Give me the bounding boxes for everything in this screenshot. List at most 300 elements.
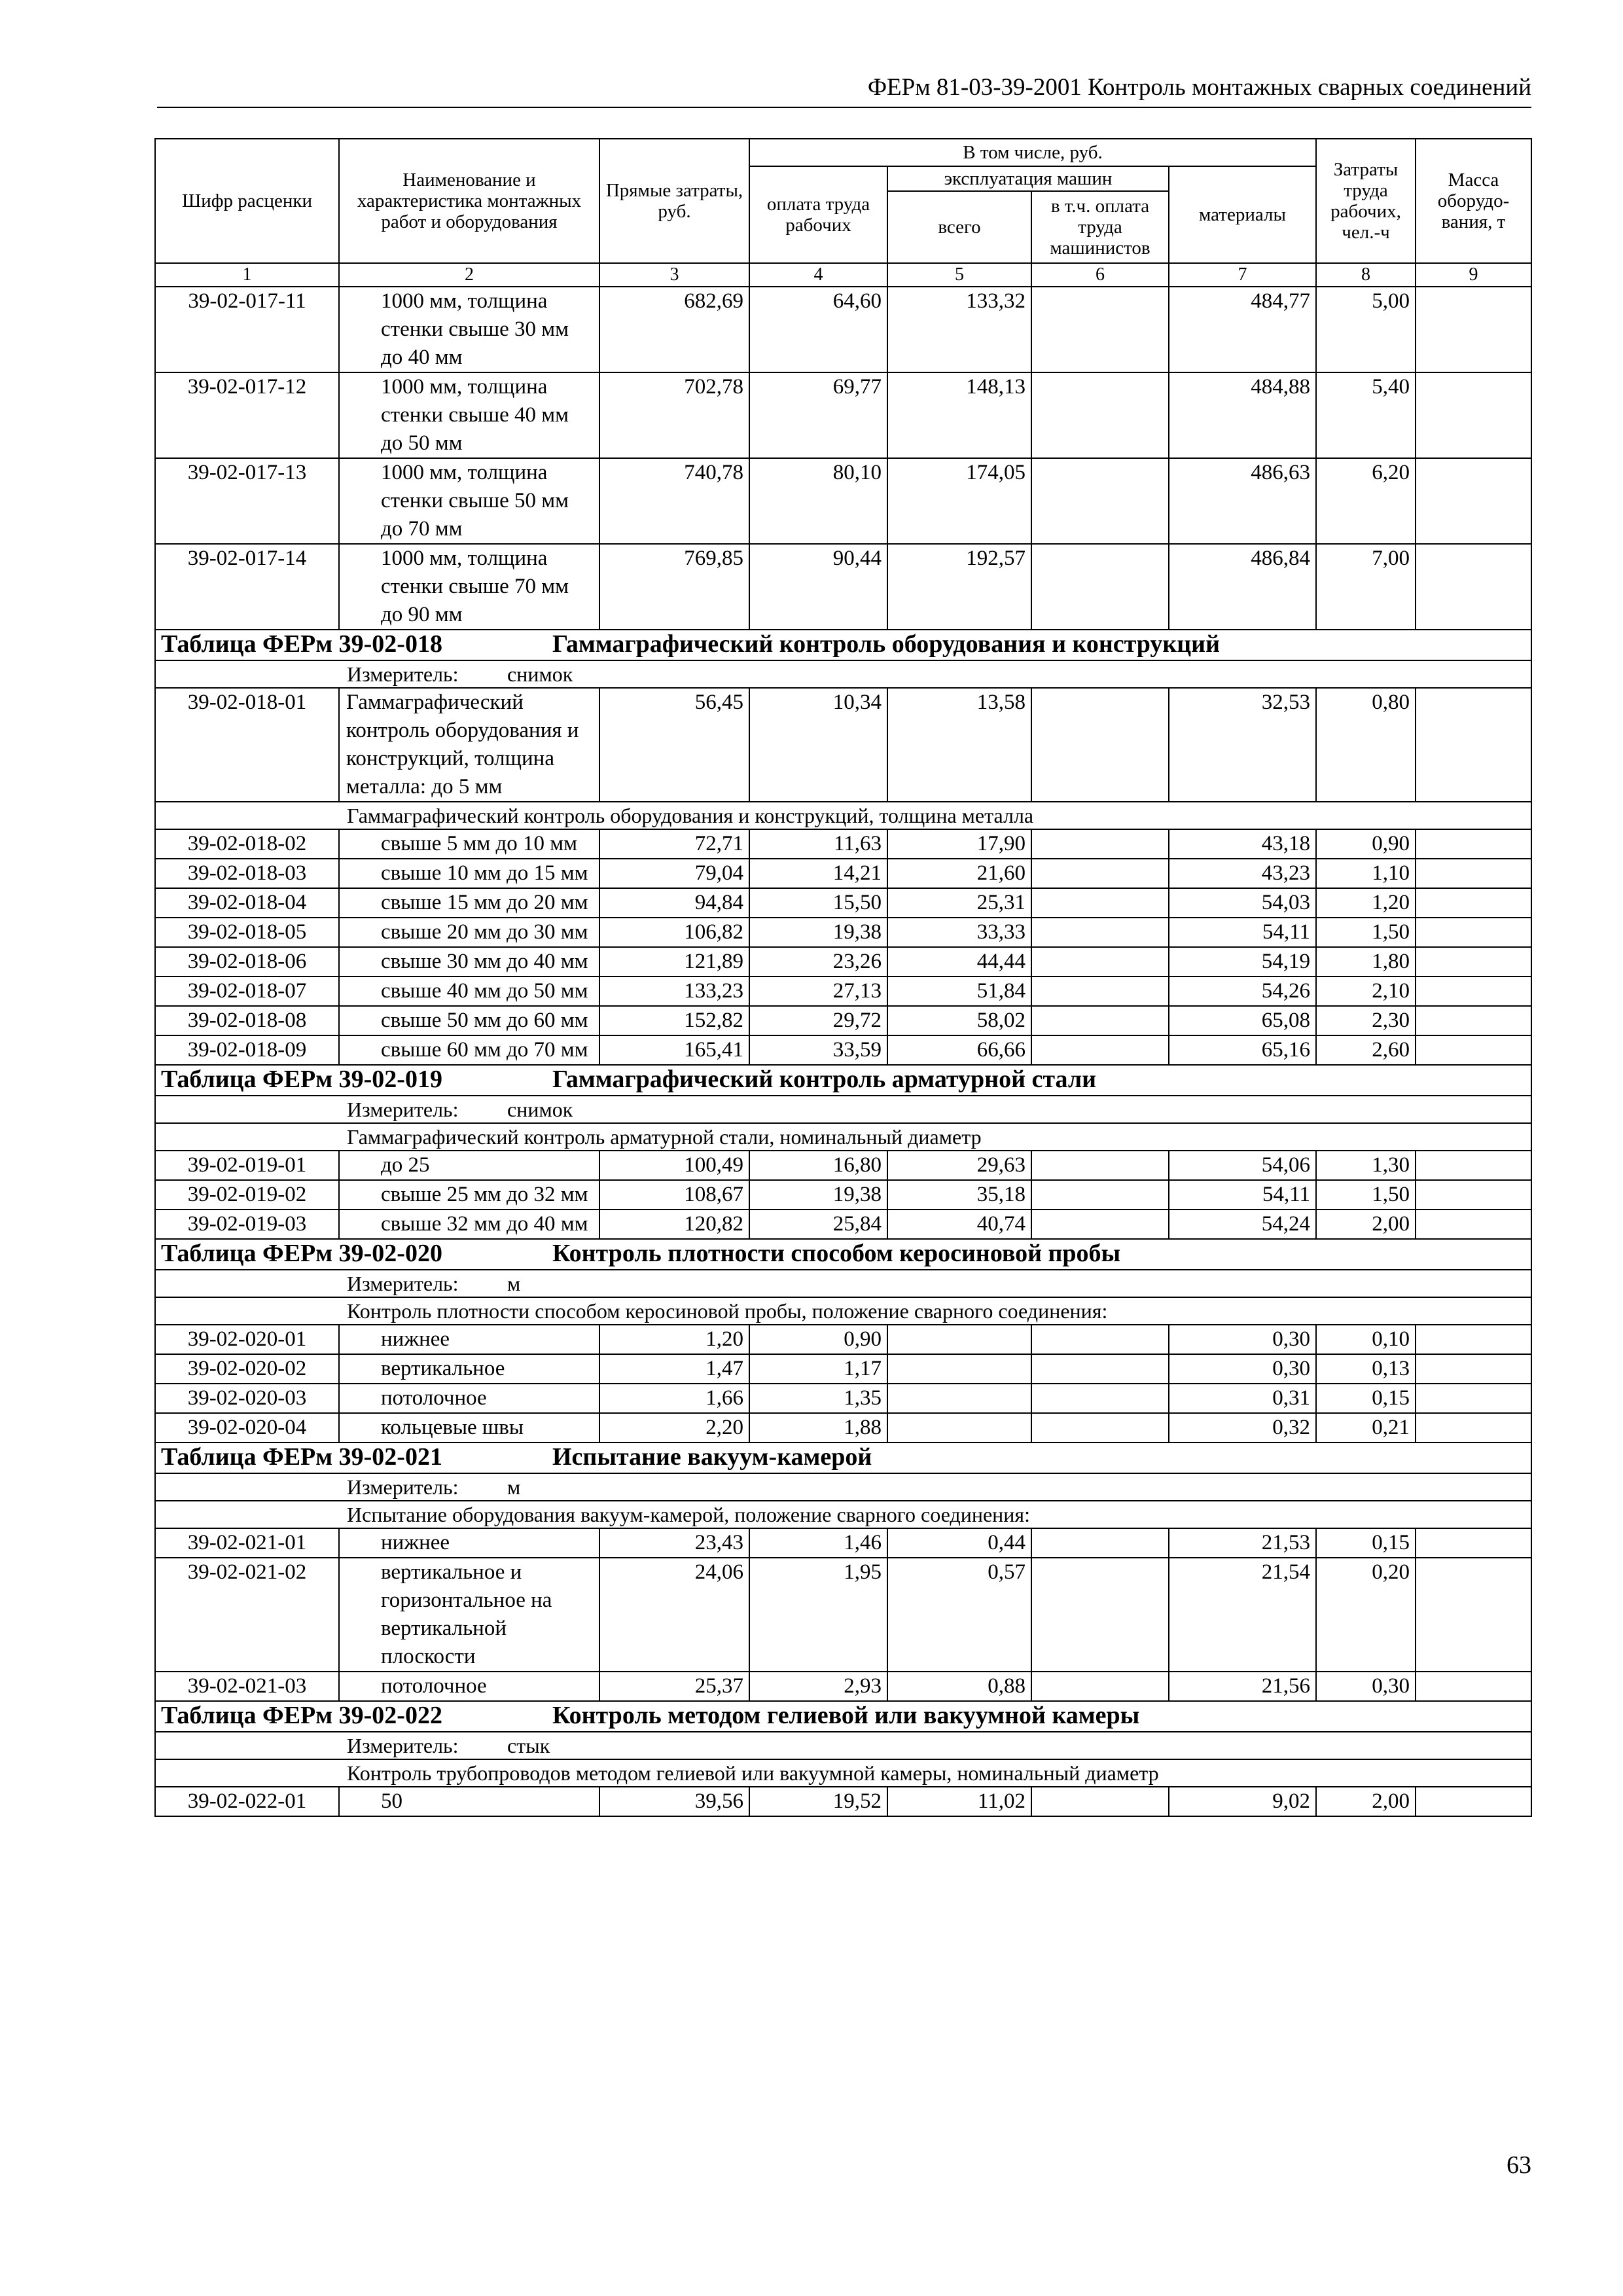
labor-hours-cell: 1,30 — [1316, 1151, 1416, 1180]
materials-cell: 9,02 — [1169, 1787, 1316, 1816]
labor-wage-cell: 15,50 — [749, 888, 887, 918]
machine-total-cell: 58,02 — [887, 1006, 1031, 1035]
materials-cell: 43,23 — [1169, 859, 1316, 888]
work-name-cell: свыше 40 мм до 50 мм — [339, 977, 599, 1006]
price-code-cell: 39-02-022-01 — [155, 1787, 339, 1816]
labor-hours-cell: 1,50 — [1316, 1180, 1416, 1210]
machinist-wage-cell — [1031, 372, 1169, 458]
table-number-label: Таблица ФЕРм 39-02-019 — [161, 1066, 442, 1093]
price-code-cell: 39-02-021-01 — [155, 1528, 339, 1558]
materials-cell: 54,19 — [1169, 947, 1316, 977]
machinist-wage-cell — [1031, 1006, 1169, 1035]
work-name-cell: свыше 60 мм до 70 мм — [339, 1035, 599, 1065]
direct-costs-cell: 106,82 — [599, 918, 749, 947]
table-caption-row — [155, 1443, 1531, 1473]
table-row — [155, 1325, 1531, 1354]
direct-costs-cell: 769,85 — [599, 544, 749, 630]
materials-cell: 484,88 — [1169, 372, 1316, 458]
table-row — [155, 1151, 1531, 1180]
labor-wage-cell: 23,26 — [749, 947, 887, 977]
equipment-mass-cell — [1416, 372, 1531, 458]
direct-costs-cell: 152,82 — [599, 1006, 749, 1035]
table-row — [155, 1413, 1531, 1443]
table-row — [155, 372, 1531, 458]
table-row — [155, 287, 1531, 372]
labor-hours-cell: 0,13 — [1316, 1354, 1416, 1384]
labor-wage-cell: 2,93 — [749, 1672, 887, 1701]
direct-costs-cell: 94,84 — [599, 888, 749, 918]
direct-costs-cell: 108,67 — [599, 1180, 749, 1210]
meter-value: снимок — [507, 1098, 573, 1121]
equipment-mass-cell — [1416, 1528, 1531, 1558]
table-number-label: Таблица ФЕРм 39-02-018 — [161, 630, 442, 658]
materials-cell: 65,08 — [1169, 1006, 1316, 1035]
labor-hours-cell: 0,20 — [1316, 1558, 1416, 1672]
labor-hours-cell: 2,30 — [1316, 1006, 1416, 1035]
table-number-label: Таблица ФЕРм 39-02-020 — [161, 1240, 442, 1267]
meter-value: м — [507, 1272, 521, 1295]
machine-total-cell — [887, 1384, 1031, 1413]
labor-hours-cell: 2,00 — [1316, 1210, 1416, 1239]
table-row — [155, 1210, 1531, 1239]
labor-hours-cell: 0,80 — [1316, 688, 1416, 802]
machine-total-cell: 33,33 — [887, 918, 1031, 947]
labor-wage-cell: 25,84 — [749, 1210, 887, 1239]
machinist-wage-cell — [1031, 688, 1169, 802]
machinist-wage-cell — [1031, 1787, 1169, 1816]
labor-wage-cell: 80,10 — [749, 458, 887, 544]
work-name-cell: свыше 30 мм до 40 мм — [339, 947, 599, 977]
equipment-mass-cell — [1416, 829, 1531, 859]
direct-costs-cell: 1,66 — [599, 1384, 749, 1413]
table-row — [155, 1035, 1531, 1065]
group-heading: Контроль плотности способом керосиновой пробы, положение сварного соединения: — [347, 1299, 1108, 1323]
price-code-cell: 39-02-020-02 — [155, 1354, 339, 1384]
labor-hours-cell: 1,80 — [1316, 947, 1416, 977]
labor-wage-cell: 11,63 — [749, 829, 887, 859]
direct-costs-cell: 56,45 — [599, 688, 749, 802]
table-caption-row — [155, 1065, 1531, 1096]
labor-wage-cell: 1,17 — [749, 1354, 887, 1384]
direct-costs-cell: 72,71 — [599, 829, 749, 859]
table-row — [155, 544, 1531, 630]
materials-cell: 486,84 — [1169, 544, 1316, 630]
meter-label: Измеритель: — [347, 1272, 459, 1295]
price-code-cell: 39-02-019-03 — [155, 1210, 339, 1239]
materials-cell: 0,30 — [1169, 1325, 1316, 1354]
labor-hours-cell: 7,00 — [1316, 544, 1416, 630]
materials-cell: 54,24 — [1169, 1210, 1316, 1239]
direct-costs-cell: 24,06 — [599, 1558, 749, 1672]
price-code-cell: 39-02-017-12 — [155, 372, 339, 458]
price-code-cell: 39-02-018-09 — [155, 1035, 339, 1065]
price-code-cell: 39-02-018-03 — [155, 859, 339, 888]
work-name-cell: 1000 мм, толщина стенки свыше 50 мм до 70 мм — [339, 458, 599, 544]
work-name-cell: потолочное — [339, 1672, 599, 1701]
labor-wage-cell: 16,80 — [749, 1151, 887, 1180]
materials-cell: 21,53 — [1169, 1528, 1316, 1558]
machinist-wage-cell — [1031, 1384, 1169, 1413]
meter-row — [155, 1270, 1531, 1297]
labor-wage-cell: 27,13 — [749, 977, 887, 1006]
machine-total-cell: 133,32 — [887, 287, 1031, 372]
machinist-wage-cell — [1031, 1325, 1169, 1354]
price-code-cell: 39-02-017-11 — [155, 287, 339, 372]
work-name-cell: вертикальное и горизонтальное на вертикальной плоскости — [339, 1558, 599, 1672]
table-row — [155, 977, 1531, 1006]
work-name-cell: нижнее — [339, 1325, 599, 1354]
labor-hours-cell: 0,90 — [1316, 829, 1416, 859]
materials-cell: 484,77 — [1169, 287, 1316, 372]
group-heading: Испытание оборудования вакуум-камерой, положение сварного соединения: — [347, 1503, 1030, 1526]
machinist-wage-cell — [1031, 918, 1169, 947]
price-code-cell: 39-02-020-03 — [155, 1384, 339, 1413]
group-heading-row — [155, 1501, 1531, 1528]
labor-hours-cell: 1,20 — [1316, 888, 1416, 918]
header-code: Шифр расценки — [155, 139, 339, 263]
labor-wage-cell: 0,90 — [749, 1325, 887, 1354]
price-code-cell: 39-02-018-06 — [155, 947, 339, 977]
work-name-cell: кольцевые швы — [339, 1413, 599, 1443]
header-name: Наименование и характеристика монтажных работ и оборудования — [339, 139, 599, 263]
table-title: Испытание вакуум-камерой — [552, 1443, 872, 1471]
labor-wage-cell: 90,44 — [749, 544, 887, 630]
machine-total-cell — [887, 1325, 1031, 1354]
table-row — [155, 1787, 1531, 1816]
work-name-cell: вертикальное — [339, 1354, 599, 1384]
machinist-wage-cell — [1031, 544, 1169, 630]
direct-costs-cell: 1,47 — [599, 1354, 749, 1384]
work-name-cell: Гаммаграфический контроль оборудования и конструкций, толщина металла: до 5 мм — [339, 688, 599, 802]
work-name-cell: свыше 32 мм до 40 мм — [339, 1210, 599, 1239]
header-machine-total: всего — [887, 191, 1031, 263]
price-code-cell: 39-02-019-01 — [155, 1151, 339, 1180]
estimate-norms-table — [154, 138, 1532, 1817]
direct-costs-cell: 120,82 — [599, 1210, 749, 1239]
column-number: 1 — [155, 263, 339, 287]
machinist-wage-cell — [1031, 1210, 1169, 1239]
table-number-label: Таблица ФЕРм 39-02-021 — [161, 1443, 442, 1471]
header-including: В том числе, руб. — [749, 139, 1316, 166]
header-machinist-wage: в т.ч. оплата труда машинистов — [1031, 191, 1169, 263]
meter-row — [155, 660, 1531, 688]
equipment-mass-cell — [1416, 1413, 1531, 1443]
labor-hours-cell: 0,15 — [1316, 1384, 1416, 1413]
equipment-mass-cell — [1416, 918, 1531, 947]
machine-total-cell: 21,60 — [887, 859, 1031, 888]
labor-wage-cell: 19,38 — [749, 1180, 887, 1210]
equipment-mass-cell — [1416, 1180, 1531, 1210]
equipment-mass-cell — [1416, 947, 1531, 977]
machine-total-cell — [887, 1354, 1031, 1384]
direct-costs-cell: 165,41 — [599, 1035, 749, 1065]
price-code-cell: 39-02-018-08 — [155, 1006, 339, 1035]
table-row — [155, 947, 1531, 977]
machinist-wage-cell — [1031, 859, 1169, 888]
table-row — [155, 888, 1531, 918]
header-rule — [157, 107, 1531, 108]
materials-cell: 54,11 — [1169, 1180, 1316, 1210]
work-name-cell: свыше 50 мм до 60 мм — [339, 1006, 599, 1035]
table-row — [155, 458, 1531, 544]
table-row — [155, 1180, 1531, 1210]
table-number-label: Таблица ФЕРм 39-02-022 — [161, 1702, 442, 1729]
labor-wage-cell: 64,60 — [749, 287, 887, 372]
materials-cell: 32,53 — [1169, 688, 1316, 802]
price-code-cell: 39-02-021-02 — [155, 1558, 339, 1672]
labor-hours-cell: 6,20 — [1316, 458, 1416, 544]
table-row — [155, 1006, 1531, 1035]
labor-hours-cell: 2,60 — [1316, 1035, 1416, 1065]
machinist-wage-cell — [1031, 1672, 1169, 1701]
labor-wage-cell: 1,35 — [749, 1384, 887, 1413]
equipment-mass-cell — [1416, 287, 1531, 372]
meter-row — [155, 1096, 1531, 1123]
machinist-wage-cell — [1031, 977, 1169, 1006]
machinist-wage-cell — [1031, 829, 1169, 859]
materials-cell: 54,06 — [1169, 1151, 1316, 1180]
work-name-cell: свыше 15 мм до 20 мм — [339, 888, 599, 918]
machine-total-cell: 148,13 — [887, 372, 1031, 458]
equipment-mass-cell — [1416, 888, 1531, 918]
price-code-cell: 39-02-021-03 — [155, 1672, 339, 1701]
machine-total-cell: 11,02 — [887, 1787, 1031, 1816]
direct-costs-cell: 2,20 — [599, 1413, 749, 1443]
price-code-cell: 39-02-018-07 — [155, 977, 339, 1006]
labor-wage-cell: 19,52 — [749, 1787, 887, 1816]
machine-total-cell: 192,57 — [887, 544, 1031, 630]
price-code-cell: 39-02-017-13 — [155, 458, 339, 544]
materials-cell: 54,11 — [1169, 918, 1316, 947]
work-name-cell: свыше 25 мм до 32 мм — [339, 1180, 599, 1210]
equipment-mass-cell — [1416, 544, 1531, 630]
machine-total-cell: 0,44 — [887, 1528, 1031, 1558]
materials-cell: 54,03 — [1169, 888, 1316, 918]
labor-wage-cell: 69,77 — [749, 372, 887, 458]
meter-value: стык — [507, 1734, 550, 1757]
meter-row — [155, 1473, 1531, 1501]
direct-costs-cell: 100,49 — [599, 1151, 749, 1180]
equipment-mass-cell — [1416, 688, 1531, 802]
machine-total-cell: 25,31 — [887, 888, 1031, 918]
machine-total-cell: 17,90 — [887, 829, 1031, 859]
table-body — [155, 287, 1531, 1816]
price-code-cell: 39-02-020-04 — [155, 1413, 339, 1443]
machinist-wage-cell — [1031, 1528, 1169, 1558]
table-row — [155, 1384, 1531, 1413]
labor-wage-cell: 1,95 — [749, 1558, 887, 1672]
machinist-wage-cell — [1031, 1035, 1169, 1065]
group-heading-row — [155, 1123, 1531, 1151]
column-number: 2 — [339, 263, 599, 287]
direct-costs-cell: 39,56 — [599, 1787, 749, 1816]
column-number: 3 — [599, 263, 749, 287]
labor-hours-cell: 1,50 — [1316, 918, 1416, 947]
direct-costs-cell: 23,43 — [599, 1528, 749, 1558]
meter-label: Измеритель: — [347, 662, 459, 686]
work-name-cell: 1000 мм, толщина стенки свыше 30 мм до 40 мм — [339, 287, 599, 372]
column-number: 8 — [1316, 263, 1416, 287]
materials-cell: 21,56 — [1169, 1672, 1316, 1701]
work-name-cell: потолочное — [339, 1384, 599, 1413]
price-code-cell: 39-02-018-04 — [155, 888, 339, 918]
equipment-mass-cell — [1416, 977, 1531, 1006]
header-materials: материалы — [1169, 166, 1316, 263]
equipment-mass-cell — [1416, 1384, 1531, 1413]
group-heading: Контроль трубопроводов методом гелиевой или вакуумной камеры, номинальный диаметр — [347, 1761, 1159, 1785]
equipment-mass-cell — [1416, 1035, 1531, 1065]
machine-total-cell: 40,74 — [887, 1210, 1031, 1239]
machine-total-cell: 0,57 — [887, 1558, 1031, 1672]
labor-hours-cell: 2,00 — [1316, 1787, 1416, 1816]
labor-wage-cell: 10,34 — [749, 688, 887, 802]
column-number: 9 — [1416, 263, 1531, 287]
labor-hours-cell: 0,21 — [1316, 1413, 1416, 1443]
header-machine-operation: эксплуатация машин — [887, 166, 1169, 191]
labor-hours-cell: 0,15 — [1316, 1528, 1416, 1558]
column-number: 7 — [1169, 263, 1316, 287]
materials-cell: 486,63 — [1169, 458, 1316, 544]
direct-costs-cell: 79,04 — [599, 859, 749, 888]
work-name-cell: нижнее — [339, 1528, 599, 1558]
machine-total-cell: 174,05 — [887, 458, 1031, 544]
machine-total-cell: 13,58 — [887, 688, 1031, 802]
direct-costs-cell: 133,23 — [599, 977, 749, 1006]
table-row — [155, 1354, 1531, 1384]
equipment-mass-cell — [1416, 458, 1531, 544]
work-name-cell: свыше 10 мм до 15 мм — [339, 859, 599, 888]
table-title: Гаммаграфический контроль оборудования и конструкций — [552, 630, 1220, 658]
work-name-cell: 1000 мм, толщина стенки свыше 40 мм до 50 мм — [339, 372, 599, 458]
table-caption-row — [155, 1701, 1531, 1732]
group-heading-row — [155, 802, 1531, 829]
direct-costs-cell: 1,20 — [599, 1325, 749, 1354]
group-heading: Гаммаграфический контроль оборудования и конструкций, толщина металла — [347, 804, 1034, 827]
labor-wage-cell: 1,46 — [749, 1528, 887, 1558]
table-row — [155, 1672, 1531, 1701]
column-number: 5 — [887, 263, 1031, 287]
machinist-wage-cell — [1031, 888, 1169, 918]
table-row — [155, 859, 1531, 888]
group-heading: Гаммаграфический контроль арматурной стали, номинальный диаметр — [347, 1125, 982, 1149]
work-name-cell: 50 — [339, 1787, 599, 1816]
machinist-wage-cell — [1031, 947, 1169, 977]
table-title: Контроль методом гелиевой или вакуумной камеры — [552, 1702, 1140, 1729]
materials-cell: 21,54 — [1169, 1558, 1316, 1672]
equipment-mass-cell — [1416, 1006, 1531, 1035]
materials-cell: 65,16 — [1169, 1035, 1316, 1065]
group-heading-row — [155, 1759, 1531, 1787]
machine-total-cell: 29,63 — [887, 1151, 1031, 1180]
labor-hours-cell: 5,40 — [1316, 372, 1416, 458]
materials-cell: 54,26 — [1169, 977, 1316, 1006]
meter-label: Измеритель: — [347, 1098, 459, 1121]
header-direct-costs: Прямые затраты, руб. — [599, 139, 749, 263]
machinist-wage-cell — [1031, 1180, 1169, 1210]
header-labor-hours: Затраты труда рабочих, чел.-ч — [1316, 139, 1416, 263]
materials-cell: 0,30 — [1169, 1354, 1316, 1384]
header-labor-wage: оплата труда рабочих — [749, 166, 887, 263]
equipment-mass-cell — [1416, 859, 1531, 888]
table-row — [155, 829, 1531, 859]
price-code-cell: 39-02-018-02 — [155, 829, 339, 859]
table-title: Гаммаграфический контроль арматурной стали — [552, 1066, 1097, 1093]
direct-costs-cell: 682,69 — [599, 287, 749, 372]
table-caption-row — [155, 630, 1531, 660]
column-numbers-row — [155, 263, 1531, 287]
machinist-wage-cell — [1031, 1413, 1169, 1443]
table-row — [155, 918, 1531, 947]
table-row — [155, 688, 1531, 802]
machine-total-cell: 44,44 — [887, 947, 1031, 977]
labor-wage-cell: 1,88 — [749, 1413, 887, 1443]
direct-costs-cell: 740,78 — [599, 458, 749, 544]
machine-total-cell: 66,66 — [887, 1035, 1031, 1065]
labor-hours-cell: 2,10 — [1316, 977, 1416, 1006]
column-number: 4 — [749, 263, 887, 287]
labor-wage-cell: 19,38 — [749, 918, 887, 947]
labor-hours-cell: 1,10 — [1316, 859, 1416, 888]
equipment-mass-cell — [1416, 1325, 1531, 1354]
price-code-cell: 39-02-018-05 — [155, 918, 339, 947]
work-name-cell: свыше 5 мм до 10 мм — [339, 829, 599, 859]
machinist-wage-cell — [1031, 458, 1169, 544]
direct-costs-cell: 25,37 — [599, 1672, 749, 1701]
equipment-mass-cell — [1416, 1672, 1531, 1701]
price-code-cell: 39-02-020-01 — [155, 1325, 339, 1354]
page-header: ФЕРм 81-03-39-2001 Контроль монтажных сварных соединений — [867, 74, 1531, 101]
table-title: Контроль плотности способом керосиновой пробы — [552, 1240, 1121, 1267]
table-header — [155, 139, 1531, 287]
price-code-cell: 39-02-019-02 — [155, 1180, 339, 1210]
table-row — [155, 1558, 1531, 1672]
machine-total-cell — [887, 1413, 1031, 1443]
machinist-wage-cell — [1031, 1354, 1169, 1384]
materials-cell: 43,18 — [1169, 829, 1316, 859]
work-name-cell: 1000 мм, толщина стенки свыше 70 мм до 90 мм — [339, 544, 599, 630]
price-code-cell: 39-02-018-01 — [155, 688, 339, 802]
machine-total-cell: 0,88 — [887, 1672, 1031, 1701]
work-name-cell: свыше 20 мм до 30 мм — [339, 918, 599, 947]
labor-hours-cell: 0,10 — [1316, 1325, 1416, 1354]
meter-label: Измеритель: — [347, 1734, 459, 1757]
machinist-wage-cell — [1031, 1151, 1169, 1180]
equipment-mass-cell — [1416, 1210, 1531, 1239]
labor-wage-cell: 29,72 — [749, 1006, 887, 1035]
meter-value: снимок — [507, 662, 573, 686]
meter-label: Измеритель: — [347, 1475, 459, 1499]
labor-hours-cell: 5,00 — [1316, 287, 1416, 372]
meter-row — [155, 1732, 1531, 1759]
direct-costs-cell: 702,78 — [599, 372, 749, 458]
table-row — [155, 1528, 1531, 1558]
labor-hours-cell: 0,30 — [1316, 1672, 1416, 1701]
materials-cell: 0,31 — [1169, 1384, 1316, 1413]
materials-cell: 0,32 — [1169, 1413, 1316, 1443]
machinist-wage-cell — [1031, 1558, 1169, 1672]
equipment-mass-cell — [1416, 1787, 1531, 1816]
equipment-mass-cell — [1416, 1558, 1531, 1672]
machine-total-cell: 51,84 — [887, 977, 1031, 1006]
table-caption-row — [155, 1239, 1531, 1270]
work-name-cell: до 25 — [339, 1151, 599, 1180]
equipment-mass-cell — [1416, 1151, 1531, 1180]
machine-total-cell: 35,18 — [887, 1180, 1031, 1210]
page-number: 63 — [1507, 2151, 1531, 2179]
labor-wage-cell: 14,21 — [749, 859, 887, 888]
equipment-mass-cell — [1416, 1354, 1531, 1384]
group-heading-row — [155, 1297, 1531, 1325]
